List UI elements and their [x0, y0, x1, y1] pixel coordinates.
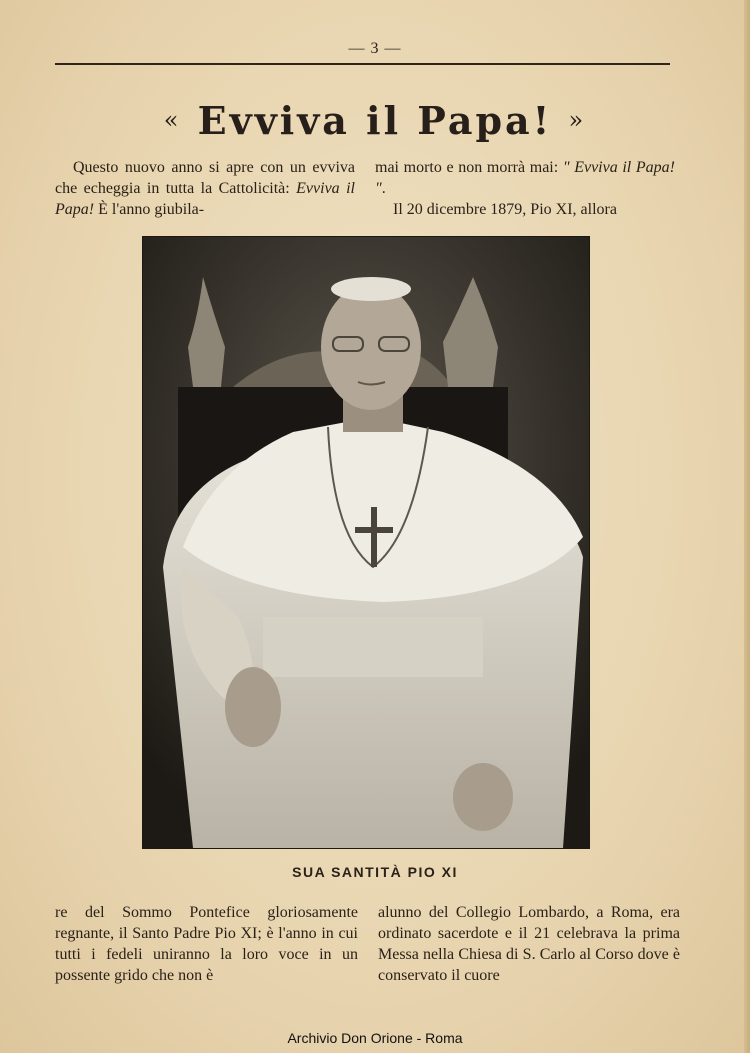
paragraph: re del Sommo Pontefice gloriosamente regnante, il Santo Padre Pio XI; è l'anno in cui tutti i fedeli uniranno la loro voce in un possente grido che non è: [55, 904, 358, 984]
pope-portrait-photo: [142, 236, 590, 849]
paragraph: [55, 157, 355, 220]
text-run: È l'anno giubila-: [94, 201, 205, 218]
column-2-bottom: [378, 902, 680, 986]
text-run: .: [381, 180, 386, 197]
title-close-quote: »: [568, 106, 587, 134]
paragraph: Il 20 dicembre 1879, Pio XI, allora: [393, 201, 617, 218]
page-number: — 3 —: [348, 40, 402, 57]
text-run: mai morto e non morrà mai:: [375, 159, 563, 176]
portrait-image: [143, 237, 589, 848]
emphasis: " Evviva il Papa! ": [375, 159, 676, 197]
emphasis: Evviva il Papa!: [55, 180, 355, 218]
text-run: Questo nuovo anno si apre con un evviva che echeggia in tutta la Cattolicità:: [55, 159, 355, 197]
paragraph: alunno del Collegio Lombardo, a Roma, era ordinato sacerdote e il 21 celebrava la prima Messa nella Chiesa di S. Carlo al Corso dove è conservato il cuore: [378, 904, 680, 984]
column-1-top: [55, 157, 355, 220]
article-title: [0, 98, 750, 143]
title-text: Evviva il Papa!: [197, 98, 553, 143]
column-1-bottom: [55, 902, 358, 986]
title-open-quote: «: [163, 106, 182, 134]
photo-caption: SUA SANTITÀ PIO XI: [292, 864, 458, 880]
column-2-top: [375, 157, 675, 220]
page-edge: [744, 0, 750, 1053]
header-rule: [55, 63, 670, 65]
archive-footer: Archivio Don Orione - Roma: [287, 1030, 463, 1046]
paragraph: [375, 157, 675, 199]
